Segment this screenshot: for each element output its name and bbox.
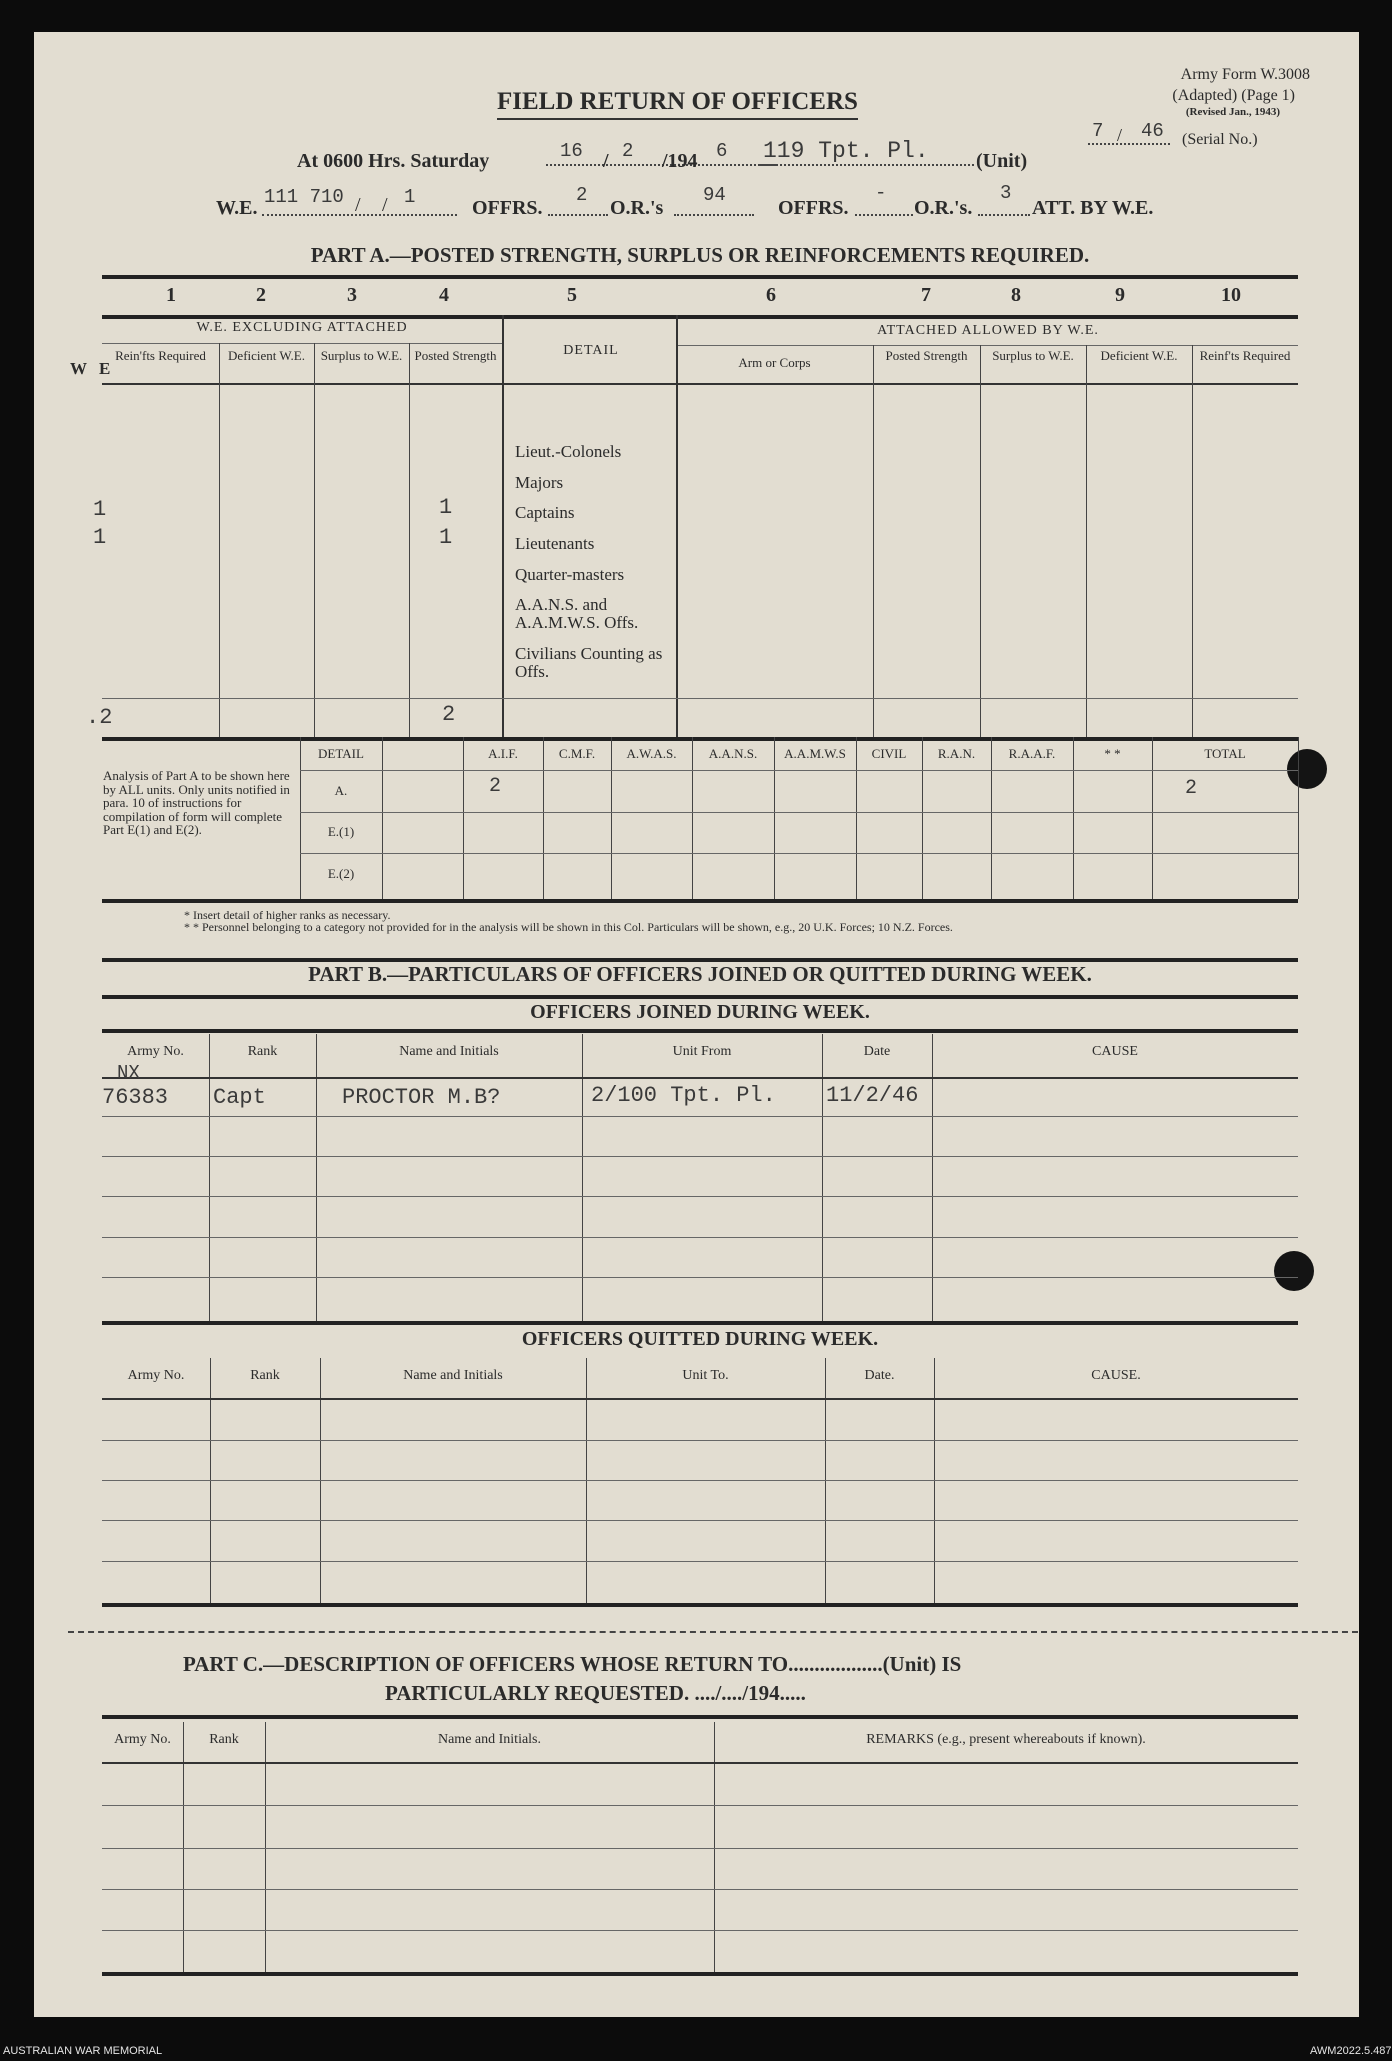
- form-number: Army Form W.3008: [1180, 66, 1310, 83]
- column-number: 9: [1115, 284, 1125, 306]
- quitted-header: Unit To.: [682, 1368, 729, 1383]
- partc-header: Name and Initials.: [437, 1732, 542, 1747]
- quitted-row-line: [102, 1480, 1298, 1481]
- column-number: 4: [439, 284, 449, 306]
- col1-lieutenants: 1: [93, 525, 107, 550]
- partc-header: REMARKS (e.g., present whereabouts if known).: [866, 1732, 1146, 1747]
- form-title: FIELD RETURN OF OFFICERS: [497, 88, 858, 120]
- analysis-row-label: E.(2): [327, 866, 355, 881]
- partc-row-line: [102, 1805, 1298, 1806]
- partc-header: Rank: [209, 1732, 239, 1747]
- joined-date: 11/2/46: [826, 1083, 919, 1108]
- rank-label: Lieutenants: [515, 534, 595, 553]
- column-number: 6: [766, 284, 776, 306]
- joined-header: Rank: [247, 1044, 278, 1059]
- total-col4: 2: [442, 702, 456, 727]
- margin-note: W E: [70, 359, 115, 378]
- ors-label: O.R.'s: [610, 197, 664, 219]
- rank-label: A.A.N.S. and A.A.M.W.S. Offs.: [515, 595, 639, 632]
- joined-header: Name and Initials: [399, 1044, 499, 1059]
- analysis-note: Analysis of Part A to be shown here by ALL units. Only units notified in para. 10 of instructions for compilation of form will complete Part E(1) and E(2).: [103, 768, 290, 837]
- joined-name: PROCTOR M.B?: [342, 1085, 501, 1110]
- part-a-header: Posted Strength: [414, 348, 497, 363]
- footer-right: AWM2022.5.487: [1310, 2045, 1392, 2057]
- we-value: 111 710: [264, 186, 344, 208]
- joined-bottom-line: [102, 1321, 1298, 1325]
- quitted-title: OFFICERS QUITTED DURING WEEK.: [521, 1328, 879, 1350]
- punch-hole: [1274, 1251, 1314, 1291]
- att-label: ATT. BY W.E.: [1032, 197, 1154, 219]
- quitted-bottom-line: [102, 1603, 1298, 1607]
- quitted-header: Army No.: [127, 1368, 185, 1383]
- joined-row-line: [102, 1156, 1298, 1157]
- analysis-header: A.A.N.S.: [708, 746, 758, 761]
- we-label: W.E.: [216, 197, 258, 219]
- part-a-header: Rein'fts Required: [115, 348, 206, 363]
- part-a-header: Surplus to W.E.: [320, 348, 403, 363]
- date-month: 2: [622, 140, 634, 162]
- analysis-header: A.A.M.W.S: [784, 746, 846, 761]
- quitted-header-line: [102, 1398, 1298, 1400]
- joined-header: CAUSE: [1092, 1044, 1138, 1059]
- analysis-row-label: E.(1): [327, 824, 355, 839]
- joined-title: OFFICERS JOINED DURING WEEK.: [530, 1001, 870, 1023]
- part-c-line2: PARTICULARLY REQUESTED. ..../..../194.....: [385, 1681, 806, 1705]
- date-year: 6: [716, 140, 728, 162]
- joined-row-line: [102, 1196, 1298, 1197]
- at-label: At 0600 Hrs. Saturday: [297, 150, 490, 172]
- date-day: 16: [560, 140, 583, 162]
- partc-row-line: [102, 1930, 1298, 1931]
- partc-col-line: [265, 1722, 266, 1972]
- offrs-value: 2: [576, 184, 588, 206]
- rank-label: Quarter-masters: [515, 565, 625, 584]
- analysis-row-line: [300, 770, 1298, 771]
- analysis-header: CIVIL: [871, 746, 907, 761]
- part-a-header: Deficient W.E.: [228, 348, 305, 363]
- column-number: 7: [921, 284, 931, 306]
- analysis-header: * *: [1104, 746, 1121, 761]
- serial-label: (Serial No.): [1182, 131, 1258, 148]
- unit-label: (Unit): [976, 150, 1028, 172]
- form-revised: (Revised Jan., 1943): [1185, 106, 1280, 118]
- column-number: 2: [256, 284, 266, 306]
- part-a-title: PART A.—POSTED STRENGTH, SURPLUS OR REINFORCEMENTS REQUIRED.: [310, 243, 1090, 267]
- analysis-col-line: [1298, 737, 1299, 899]
- ors2-label: O.R.'s.: [914, 197, 973, 219]
- analysis-aif-a: 2: [489, 775, 502, 798]
- total-col1: .2: [86, 705, 113, 730]
- quitted-header: Name and Initials: [403, 1368, 503, 1383]
- analysis-header: TOTAL: [1204, 746, 1246, 761]
- part-a-header: Reinf'ts Required: [1199, 348, 1291, 363]
- part-a-header: Posted Strength: [885, 348, 968, 363]
- rank-label: Lieut.-Colonels: [515, 442, 622, 461]
- joined-row-line: [102, 1277, 1298, 1278]
- rank-label: Captains: [515, 503, 575, 522]
- group-header-left: W.E. EXCLUDING ATTACHED: [196, 320, 408, 335]
- joined-row-line: [102, 1116, 1298, 1117]
- quitted-header: CAUSE.: [1091, 1368, 1141, 1383]
- column-number: 8: [1011, 284, 1021, 306]
- unit-dots: [760, 164, 974, 166]
- column-number: 10: [1221, 284, 1241, 306]
- part-a-header: Surplus to W.E.: [992, 348, 1074, 363]
- column-number: 3: [347, 284, 357, 306]
- joined-rank: Capt: [213, 1085, 266, 1110]
- partc-header: Army No.: [114, 1732, 171, 1747]
- offrs-label: OFFRS.: [472, 197, 543, 219]
- footer-left: AUSTRALIAN WAR MEMORIAL: [3, 2045, 163, 2057]
- we-value-2: 1: [404, 186, 416, 208]
- joined-header: Army No.: [127, 1044, 184, 1059]
- analysis-header: A.W.A.S.: [626, 746, 677, 761]
- analysis-col-line: [382, 737, 383, 899]
- col4-lieutenants: 1: [439, 525, 453, 550]
- joined-unit: 2/100 Tpt. Pl.: [591, 1083, 776, 1108]
- offrs2-value: -: [875, 182, 887, 204]
- serial-value: 7: [1092, 120, 1104, 142]
- group-header-right: ATTACHED ALLOWED BY W.E.: [877, 323, 1099, 338]
- part-a-header: Deficient W.E.: [1100, 348, 1178, 363]
- partc-row-line: [102, 1889, 1298, 1890]
- offrs2-label: OFFRS.: [778, 197, 849, 219]
- rank-label: Majors: [515, 473, 564, 492]
- form-adapted: (Adapted) (Page 1): [1172, 87, 1295, 104]
- column-number: 5: [567, 284, 577, 306]
- partc-row-line: [102, 1848, 1298, 1849]
- partc-bottom-line: [102, 1972, 1298, 1976]
- joined-header: Date: [863, 1044, 891, 1059]
- part-a-header: Arm or Corps: [738, 355, 811, 370]
- quitted-row-line: [102, 1561, 1298, 1562]
- analysis-header: DETAIL: [318, 746, 364, 761]
- col4-captains: 1: [439, 495, 453, 520]
- joined-army-prefix: NX: [117, 1062, 140, 1084]
- partc-col-line: [714, 1722, 715, 1972]
- joined-army-no: 76383: [102, 1085, 169, 1110]
- date-dots: [546, 164, 776, 166]
- partc-header-line: [102, 1762, 1298, 1764]
- analysis-row-line: [300, 853, 1298, 854]
- ors-value: 94: [703, 184, 726, 206]
- analysis-header: C.M.F.: [558, 746, 596, 761]
- part-b-title: PART B.—PARTICULARS OF OFFICERS JOINED OR QUITTED DURING WEEK.: [308, 962, 1092, 986]
- joined-row-line: [102, 1237, 1298, 1238]
- analysis-row-line: [300, 812, 1298, 813]
- analysis-header: A.I.F.: [488, 746, 518, 761]
- ors2-value: 3: [1000, 182, 1012, 204]
- joined-header: Unit From: [672, 1044, 732, 1059]
- quitted-row-line: [102, 1440, 1298, 1441]
- analysis-header: R.A.N.: [937, 746, 976, 761]
- part-c-line1: PART C.—DESCRIPTION OF OFFICERS WHOSE RETURN TO..................(Unit) IS: [183, 1652, 962, 1676]
- date-year-prefix: /194: [662, 150, 698, 172]
- column-number: 1: [166, 284, 176, 306]
- quitted-header: Date.: [864, 1368, 895, 1383]
- rank-label: Civilians Counting as Offs.: [515, 644, 663, 681]
- footnote-2: * * Personnel belonging to a category not provided for in the analysis will be shown in this Col. Particulars will be shown, e.g., 20 U.K. Forces; 10 N.Z. Forces.: [184, 920, 953, 934]
- serial-year: 46: [1141, 120, 1164, 142]
- analysis-header: R.A.A.F.: [1008, 746, 1056, 761]
- detail-header: DETAIL: [563, 343, 619, 358]
- quitted-row-line: [102, 1520, 1298, 1521]
- joined-header-line: [102, 1077, 1298, 1079]
- col1-captains: 1: [93, 497, 107, 522]
- quitted-header: Rank: [250, 1368, 280, 1383]
- analysis-total-a: 2: [1185, 777, 1198, 800]
- analysis-row-label: A.: [334, 783, 348, 798]
- footnote-1: * Insert detail of higher ranks as necessary.: [184, 908, 391, 922]
- partc-col-line: [183, 1722, 184, 1972]
- serial-dots: [1088, 143, 1170, 145]
- unit-value: 119 Tpt. Pl.: [763, 138, 929, 164]
